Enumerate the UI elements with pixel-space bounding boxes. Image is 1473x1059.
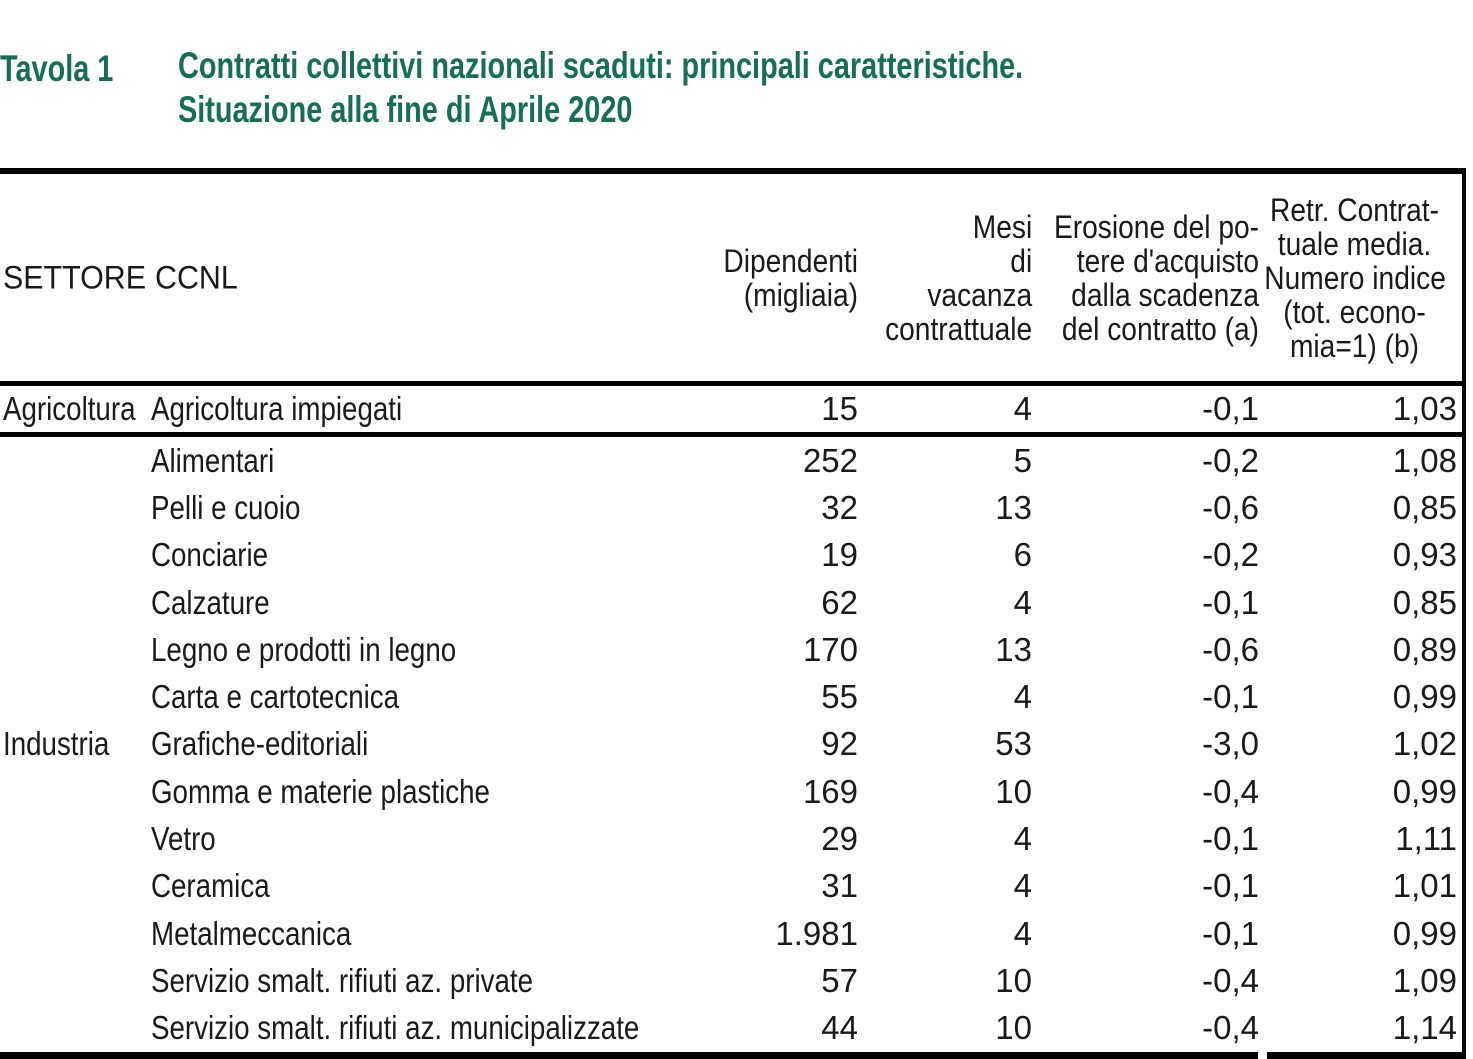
dipendenti-value: 170 [802, 630, 858, 668]
retribuzione-indice-value: 1,01 [1392, 867, 1457, 905]
table-row [0, 484, 1462, 531]
dipendenti-value: 57 [821, 961, 858, 999]
erosione-value: -0,4 [1202, 1009, 1259, 1047]
header-line: dalla scadenza [1071, 276, 1259, 313]
header-line: Mesi [972, 208, 1032, 245]
erosione-value: -0,1 [1202, 390, 1259, 427]
column-header-erosione [1054, 174, 1259, 381]
mesi-vacanza-value: 10 [995, 1009, 1032, 1047]
header-line: Retr. Contrat- [1269, 191, 1440, 228]
table-label: Tavola 1 [0, 48, 114, 89]
table-row [0, 863, 1462, 910]
column-header-dipendenti [723, 174, 858, 381]
dipendenti-value: 15 [821, 390, 858, 427]
mesi-vacanza-value: 6 [1013, 536, 1032, 574]
dipendenti-value: 92 [821, 725, 858, 763]
retribuzione-indice-value: 0,85 [1392, 583, 1457, 621]
erosione-value: -0,1 [1202, 583, 1259, 621]
mesi-vacanza-value: 4 [1013, 583, 1032, 621]
mesi-vacanza-value: 10 [995, 772, 1032, 810]
table-row [0, 579, 1462, 626]
erosione-value: -0,4 [1202, 772, 1259, 810]
table-inner [0, 174, 1462, 1059]
table-row [0, 957, 1462, 1004]
header-line: (migliaia) [743, 276, 858, 313]
header-line: di [1010, 242, 1032, 279]
sector-label-agricoltura: Agricoltura [3, 390, 136, 427]
ccnl-name: Pelli e cuoio [151, 488, 301, 526]
table-header-row [0, 174, 1462, 386]
erosione-value: -0,6 [1202, 488, 1259, 526]
dipendenti-value: 62 [821, 583, 858, 621]
retribuzione-indice-value: 0,99 [1392, 772, 1457, 810]
ccnl-name: Ceramica [151, 867, 270, 905]
dipendenti-value: 32 [821, 488, 858, 526]
border-segment [0, 1052, 1258, 1059]
mesi-vacanza-value: 4 [1013, 867, 1032, 905]
header-line: tuale media. [1277, 225, 1432, 262]
erosione-value: -0,1 [1202, 914, 1259, 952]
table-row [0, 386, 1462, 432]
retribuzione-indice-value: 0,89 [1392, 630, 1457, 668]
dipendenti-value: 19 [821, 536, 858, 574]
ccnl-name: Conciarie [151, 536, 269, 574]
mesi-vacanza-value: 4 [1013, 678, 1032, 716]
column-header-settore: SETTORE [3, 259, 147, 295]
header-line: mia=1) (b) [1289, 327, 1420, 364]
retribuzione-indice-value: 1,11 [1395, 820, 1457, 858]
table-row [0, 1005, 1462, 1052]
mesi-vacanza-value: 5 [1013, 441, 1032, 479]
mesi-vacanza-value: 4 [1013, 390, 1032, 427]
header-line: contrattuale [884, 310, 1032, 347]
retribuzione-indice-value: 0,93 [1392, 536, 1457, 574]
header-line: vacanza [927, 276, 1032, 313]
retribuzione-indice-value: 0,99 [1392, 678, 1457, 716]
retribuzione-indice-value: 1,09 [1392, 961, 1457, 999]
table-row [0, 815, 1462, 862]
erosione-value: -0,1 [1202, 678, 1259, 716]
ccnl-name: Vetro [151, 820, 216, 858]
sector-label-industria: Industria [3, 725, 110, 763]
erosione-value: -0,2 [1202, 536, 1259, 574]
mesi-vacanza-value: 53 [995, 725, 1032, 763]
table-row [0, 626, 1462, 673]
dipendenti-value: 29 [821, 820, 858, 858]
contracts-table [0, 168, 1466, 1059]
agricoltura-rows [0, 386, 1462, 432]
header-line: del contratto (a) [1061, 310, 1259, 347]
table-row [0, 673, 1462, 720]
retribuzione-indice-value: 0,99 [1392, 914, 1457, 952]
ccnl-name: Gomma e materie plastiche [151, 772, 490, 810]
page-title [178, 44, 1262, 132]
table-row [0, 768, 1462, 815]
ccnl-name: Alimentari [151, 441, 275, 479]
industria-rows [0, 437, 1462, 1052]
dipendenti-value: 252 [802, 441, 858, 479]
erosione-value: -0,2 [1202, 441, 1259, 479]
border-segment [1267, 1052, 1462, 1059]
header-line: Erosione del po- [1053, 208, 1259, 245]
table-row [0, 721, 1462, 768]
retribuzione-indice-value: 0,85 [1392, 488, 1457, 526]
dipendenti-value: 31 [821, 867, 858, 905]
mesi-vacanza-value: 4 [1013, 914, 1032, 952]
section-industria [0, 437, 1462, 1052]
erosione-value: -3,0 [1202, 725, 1259, 763]
table-row [0, 910, 1462, 957]
ccnl-name: Servizio smalt. rifiuti az. municipalizzate [151, 1009, 640, 1047]
erosione-value: -0,4 [1202, 961, 1259, 999]
section-agricoltura [0, 386, 1462, 437]
ccnl-name: Agricoltura impiegati [151, 390, 403, 427]
table-bottom-border [0, 1052, 1462, 1059]
column-header-ccnl: CCNL [155, 259, 238, 295]
erosione-value: -0,1 [1202, 820, 1259, 858]
ccnl-name: Grafiche-editoriali [151, 725, 369, 763]
retribuzione-indice-value: 1,08 [1392, 441, 1457, 479]
header-line: tere d'acquisto [1076, 242, 1259, 279]
table-row [0, 437, 1462, 484]
dipendenti-value: 169 [802, 772, 858, 810]
retribuzione-indice-value: 1,03 [1392, 390, 1457, 427]
retribuzione-indice-value: 1,02 [1392, 725, 1457, 763]
retribuzione-indice-value: 1,14 [1392, 1009, 1457, 1047]
column-header-mesi-vacanza [885, 174, 1032, 381]
column-header-retribuzione [1264, 174, 1444, 381]
ccnl-name: Legno e prodotti in legno [151, 630, 457, 668]
page-title-line2: Situazione alla fine di Aprile 2020 [178, 89, 633, 130]
mesi-vacanza-value: 13 [995, 630, 1032, 668]
mesi-vacanza-value: 4 [1013, 820, 1032, 858]
page-title-line1: Contratti collettivi nazionali scaduti: principali caratteristiche. [178, 45, 1024, 86]
header-line: (tot. econo- [1283, 293, 1426, 330]
erosione-value: -0,1 [1202, 867, 1259, 905]
ccnl-name: Calzature [151, 583, 270, 621]
dipendenti-value: 44 [821, 1009, 858, 1047]
ccnl-name: Carta e cartotecnica [151, 678, 400, 716]
header-line: Dipendenti [723, 242, 858, 279]
mesi-vacanza-value: 13 [995, 488, 1032, 526]
erosione-value: -0,6 [1202, 630, 1259, 668]
table-row [0, 532, 1462, 579]
ccnl-name: Servizio smalt. rifiuti az. private [151, 961, 534, 999]
ccnl-name: Metalmeccanica [151, 914, 352, 952]
dipendenti-value: 1.981 [775, 914, 858, 952]
dipendenti-value: 55 [821, 678, 858, 716]
mesi-vacanza-value: 10 [995, 961, 1032, 999]
header-line: Numero indice [1264, 259, 1446, 296]
